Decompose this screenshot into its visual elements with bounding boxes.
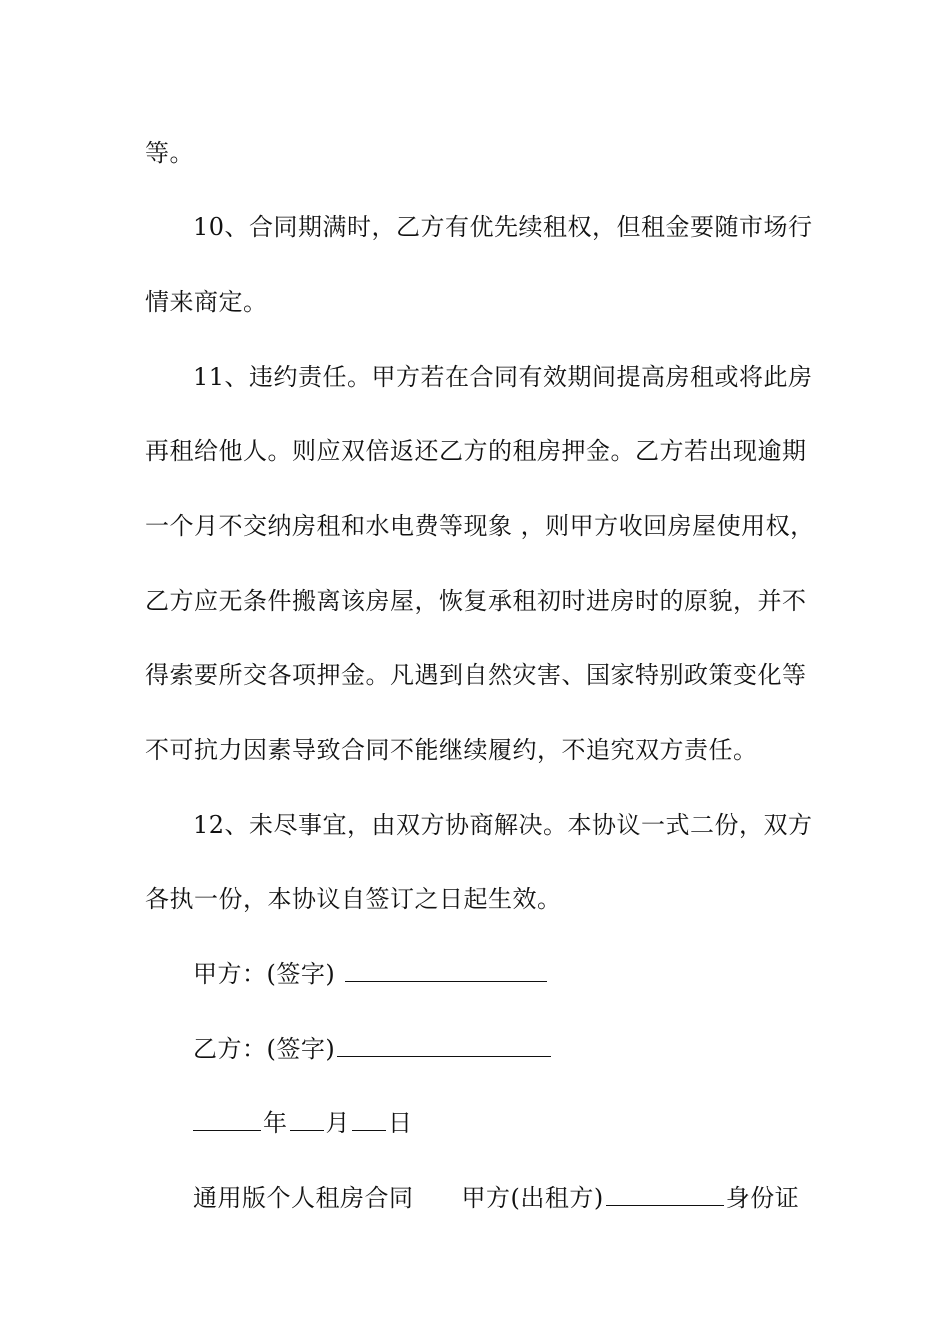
text-line: 10、合同期满时，乙方有优先续租权，但租金要随市场行	[193, 213, 813, 241]
text-line: 再租给他人。则应双倍返还乙方的租房押金。乙方若出现逾期	[145, 437, 807, 465]
footer-title: 通用版个人租房合同	[193, 1184, 414, 1212]
signature-line-party-b	[193, 1034, 873, 1064]
date-blank-year	[193, 1108, 261, 1131]
text-line: 不可抗力因素导致合同不能继续履约，不追究双方责任。	[145, 736, 758, 764]
text-line: 各执一份，本协议自签订之日起生效。	[145, 885, 562, 913]
signature-label-party-a: 甲方：(签字)	[193, 960, 344, 988]
date-year-label: 年	[263, 1109, 288, 1137]
text-line: 等。	[145, 139, 194, 167]
text-line: 11、违约责任。甲方若在合同有效期间提高房租或将此房	[193, 363, 813, 391]
text-line: 情来商定。	[145, 288, 268, 316]
footer-id-label: 身份证	[725, 1184, 800, 1212]
footer-party-label: 甲方(出租方)	[461, 1184, 604, 1212]
signature-label-party-b: 乙方：(签字)	[193, 1035, 336, 1063]
date-month-label: 月	[325, 1109, 350, 1137]
text-line: 得索要所交各项押金。凡遇到自然灾害、国家特别政策变化等	[145, 661, 807, 689]
date-blank-month	[290, 1108, 324, 1131]
text-line: 12、未尽事宜，由双方协商解决。本协议一式二份，双方	[193, 811, 813, 839]
signature-blank-party-b	[337, 1034, 551, 1057]
text-line: 乙方应无条件搬离该房屋，恢复承租初时进房时的原貌，并不	[145, 587, 807, 615]
footer-line	[193, 1183, 873, 1213]
text-line: 一个月不交纳房租和水电费等现象 ，则甲方收回房屋使用权，	[145, 512, 815, 540]
date-line	[193, 1108, 873, 1138]
signature-blank-party-a	[345, 959, 547, 982]
date-blank-day	[352, 1108, 386, 1131]
signature-line-party-a	[193, 959, 873, 989]
date-day-label: 日	[388, 1109, 413, 1137]
footer-party-blank	[606, 1183, 724, 1206]
